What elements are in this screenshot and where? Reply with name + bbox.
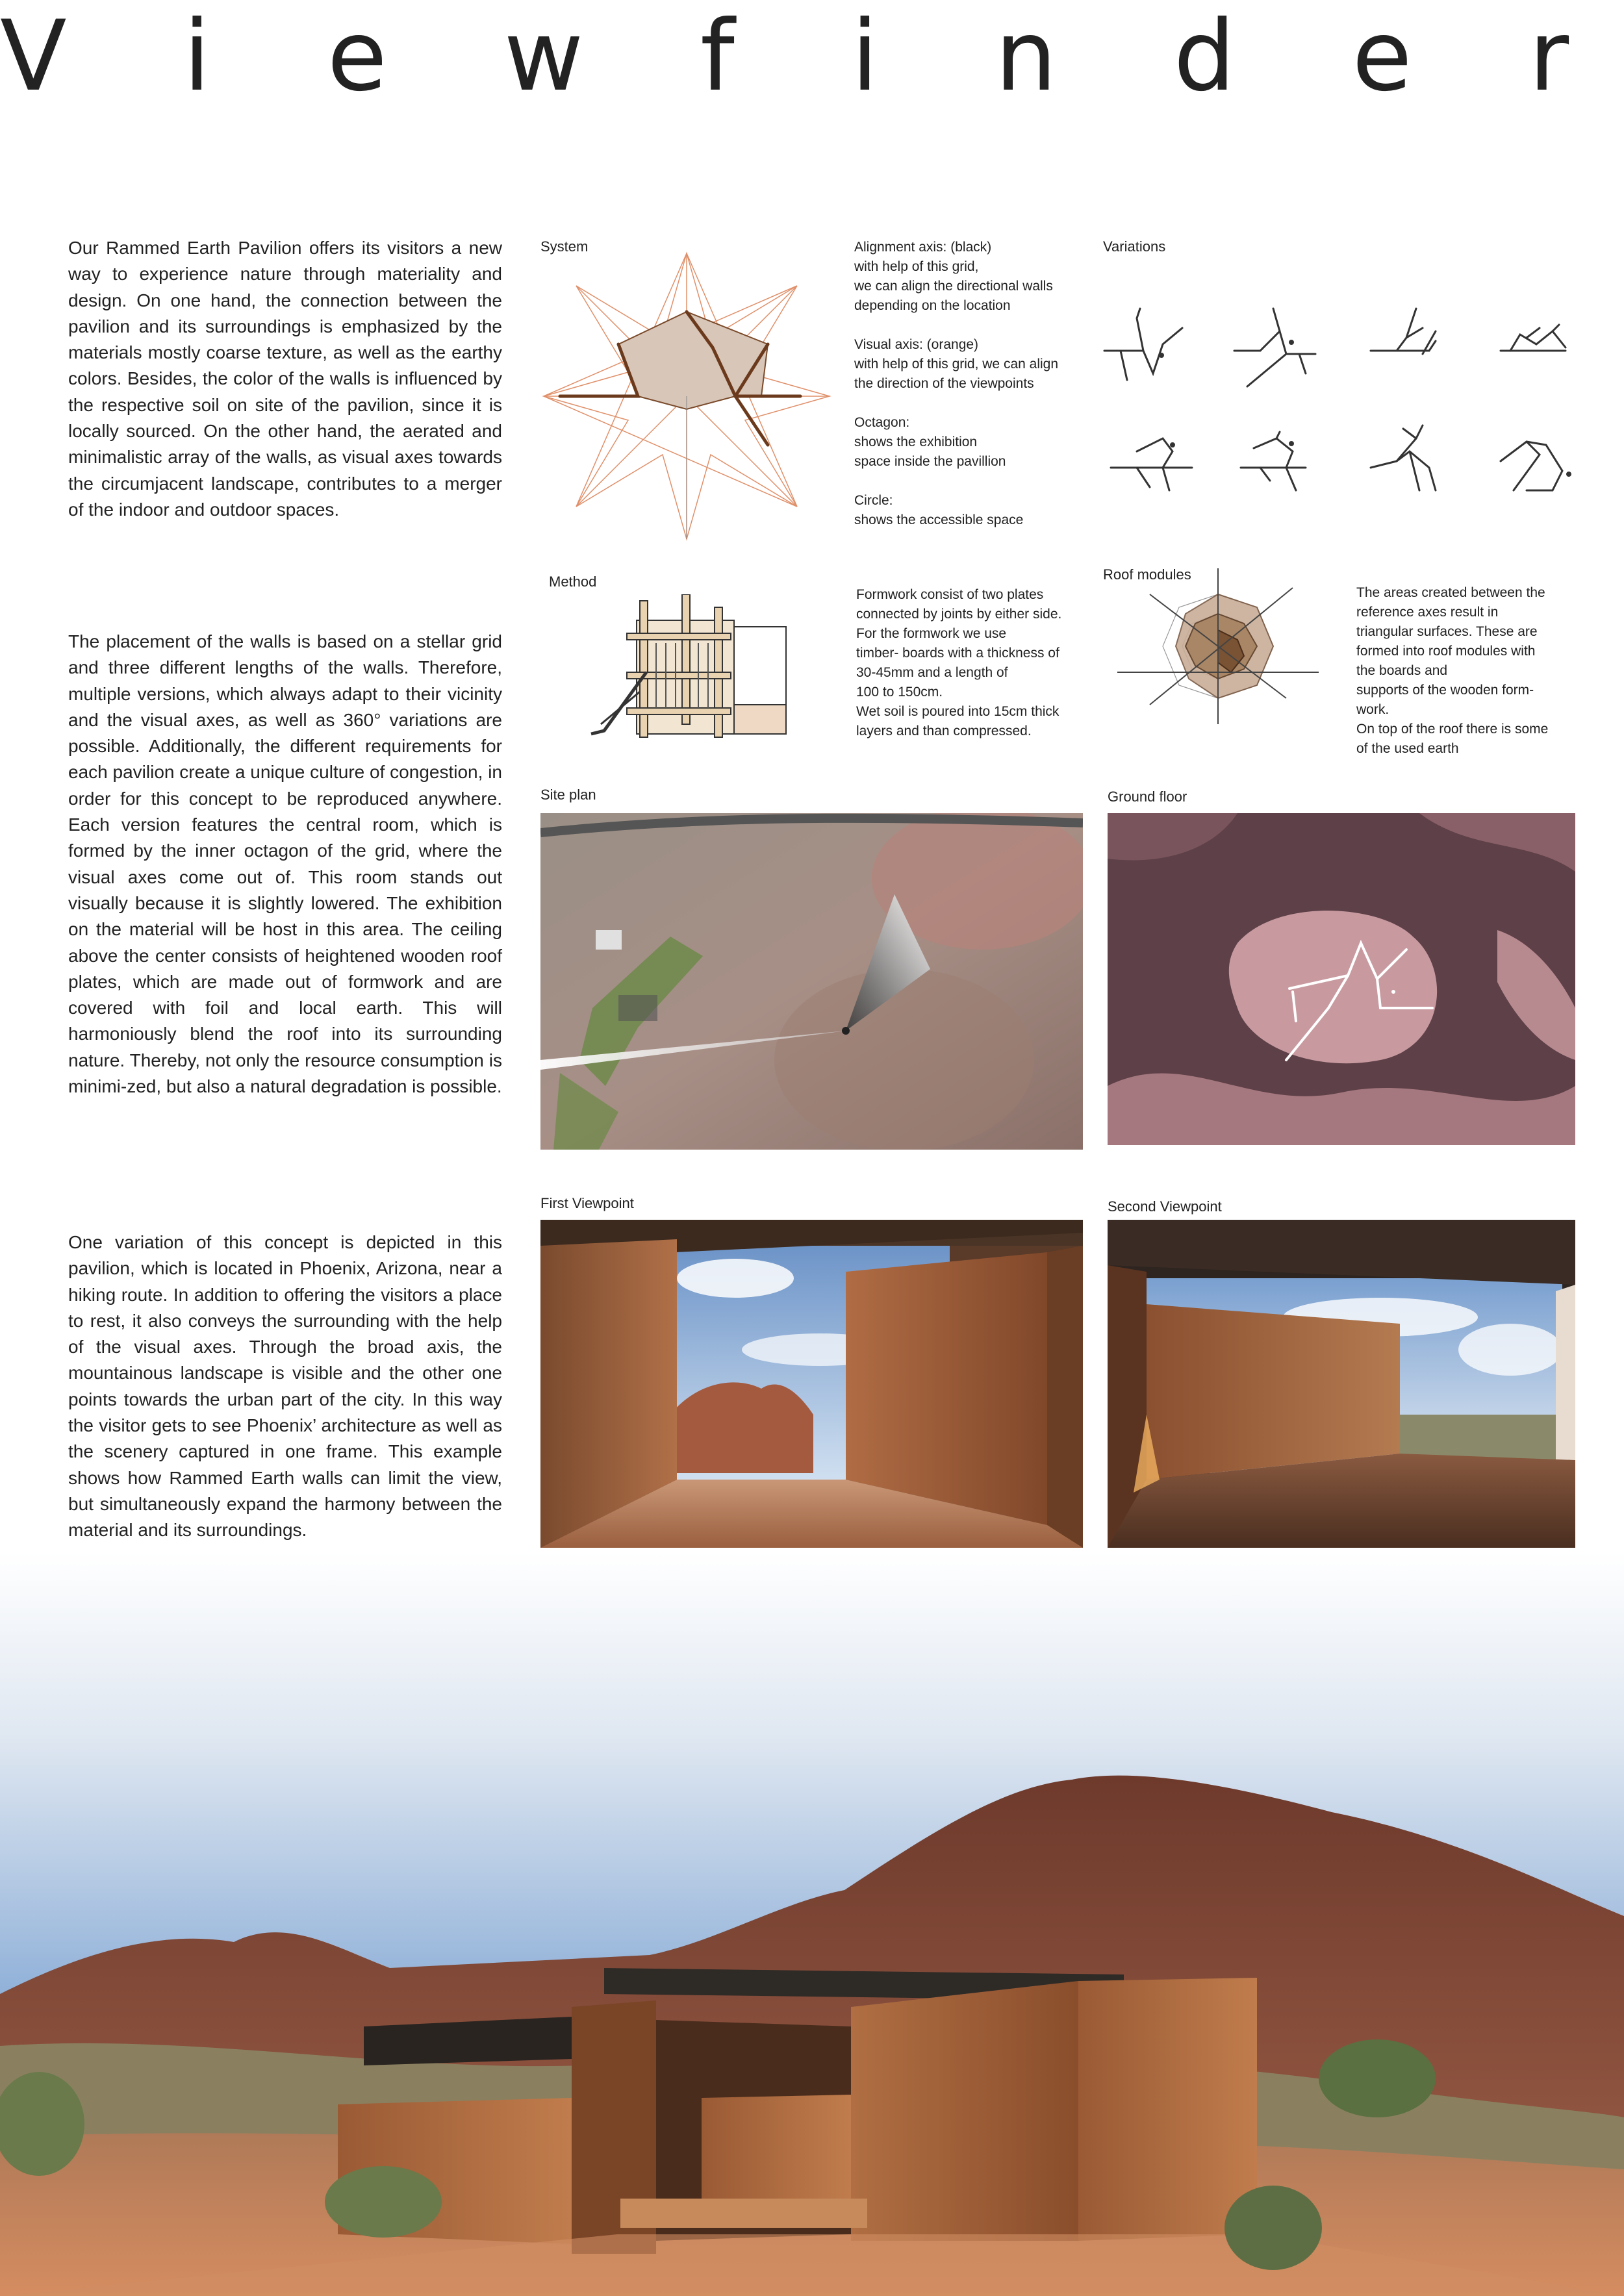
system-notes: [854, 238, 1101, 530]
variation-paragraph: One variation of this concept is depicted in this pavilion, which is located in Phoenix, Arizona, near a hiking route. In addition to offering the visitors a place to rest, it also conveys the surrounding with the help of the visual axes. Through the broad axis, the mountainous landscape is visible and the other one points towards the urban part of the city. In this way the visitor gets to see Phoenix’ architecture as well as the scenery captured in one frame. This example shows how Rammed Earth walls can limit the view, but simultaneously expand the harmony between the material and its surroundings.: [68, 1232, 502, 1541]
octagon-note: Octagon: shows the exhibition space inside the pavillion: [854, 415, 1006, 469]
system-label: System: [540, 238, 589, 255]
visual-axis-note: Visual axis: (orange) with help of this grid, we can align the direction of the viewpoints: [854, 337, 1059, 391]
pavilion-hero-render: [0, 1552, 1624, 2296]
method-note: Formwork consist of two plates connected by joints by either side. For the formwork we use timber- boards with a thickness of 30-45mm and a length of 100 to 150cm. Wet soil is poured into 15cm thick layers and than compressed.: [856, 587, 1062, 738]
first-viewpoint-render: [540, 1220, 1083, 1548]
roof-note: The areas created between the reference axes result in triangular surfaces. These are formed into roof modules with the boards and supports of the wooden form- work. On top of the roof there is some of the used earth: [1356, 585, 1549, 756]
site-plan-label: Site plan: [540, 787, 596, 803]
ground-floor-label: Ground floor: [1108, 788, 1187, 805]
roof-modules-diagram: [1111, 568, 1325, 724]
alignment-axis-note: Alignment axis: (black) with help of this grid, we can align the directional walls depending on the location: [854, 240, 1053, 313]
method-label: Method: [549, 574, 597, 590]
concept-paragraph: The placement of the walls is based on a stellar grid and three different lengths of the walls. Therefore, multiple versions, which always adapt to their vicinity and the visual axes, as well as 360° variations are possible. Additionally, the different requirements for each pavilion create a unique culture of congestion, in order for this concept to be reproduced anywhere. Each version features the central room, which is formed by the inner octagon of the grid, where the visual axes come out of. This room stands out visually because it is slightly lowered. The exhibition on the material will be host in this area. The ceiling above the center consists of heightened wooden roof plates, which are made out of formwork and are covered with foil and local earth. This will harmoniously blend the roof into its surrounding nature. Thereby, not only the resource consumption is minimi-zed, but also a natural degradation is possible.: [68, 631, 502, 1097]
poster-title: V i e w f i n d e r: [0, 0, 1612, 113]
second-viewpoint-render: [1108, 1220, 1575, 1548]
site-plan-image: [540, 813, 1083, 1150]
ground-floor-plan: [1108, 813, 1575, 1145]
variations-grid: [1098, 296, 1585, 503]
intro-paragraph: Our Rammed Earth Pavilion offers its visitors a new way to experience nature through materiality and design. On one hand, the connection between the pavilion and its surroundings is emphasized by the materials mostly coarse texture, as well as the earthy colors. Besides, the color of the walls is influenced by the respective soil on site of the pavilion, since it is locally sourced. On the other hand, the aerated and minimalistic array of the walls, as visual axes towards the circumjacent landscape, contributes to a merger of the indoor and outdoor spaces.: [68, 238, 502, 520]
second-viewpoint-label: Second Viewpoint: [1108, 1198, 1222, 1215]
roof-modules-label: Roof modules: [1103, 566, 1191, 583]
formwork-drawing: [585, 594, 793, 744]
circle-note: Circle: shows the accessible space: [854, 493, 1024, 527]
first-viewpoint-label: First Viewpoint: [540, 1195, 634, 1211]
variations-label: Variations: [1103, 238, 1166, 255]
system-diagram: [540, 250, 833, 542]
